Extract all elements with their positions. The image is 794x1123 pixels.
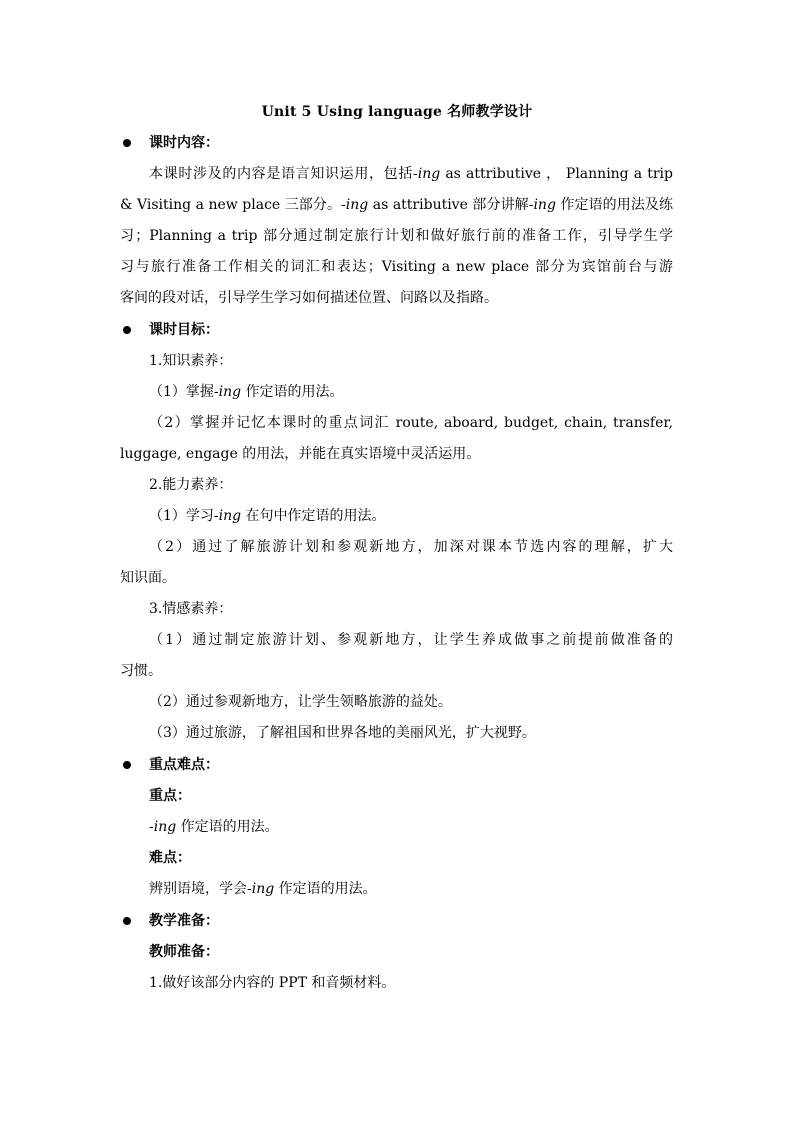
list-item: （1）通过制定旅游计划、参观新地方，让学生养成做事之前提前做准备的 [149, 632, 673, 648]
difficulty-text: 辨别语境，学会-ing 作定语的用法。 [149, 881, 377, 897]
paragraph-line: 习；Planning a trip 部分通过制定旅行计划和做好旅行前的准备工作，引导学生学 [120, 228, 673, 244]
key-point-text: -ing 作定语的用法。 [149, 819, 279, 835]
list-item-continued: luggage, engage 的用法，并能在真实语境中灵活运用。 [120, 446, 481, 462]
page-title: Unit 5 Using language 名师教学设计 [261, 104, 533, 120]
subheading-key: 重点： [149, 788, 191, 804]
bullet-icon [123, 917, 131, 925]
list-item: （2）掌握并记忆本课时的重点词汇 route, aboard, budget, chain, transfer, [149, 415, 673, 431]
subheading-knowledge: 1.知识素养： [149, 353, 233, 369]
section-heading-preparation: 教学准备： [149, 913, 219, 929]
list-item: 1.做好该部分内容的 PPT 和音频材料。 [149, 975, 396, 991]
list-item: （2）通过参观新地方，让学生领略旅游的益处。 [149, 694, 452, 710]
subheading-emotion: 3.情感素养： [149, 601, 233, 617]
list-item-continued: 习惯。 [120, 663, 162, 679]
section-heading-goals: 课时目标： [149, 322, 219, 338]
paragraph-line: 习与旅行准备工作相关的词汇和表达；Visiting a new place 部分为宾馆前台与游 [120, 259, 673, 275]
list-item: （3）通过旅游，了解祖国和世界各地的美丽风光，扩大视野。 [149, 725, 536, 741]
section-heading-keypoints: 重点难点： [149, 757, 219, 773]
paragraph-line: 客间的段对话，引导学生学习如何描述位置、问路以及指路。 [120, 290, 498, 306]
paragraph-line: & Visiting a new place 三部分。-ing as attributive 部分讲解-ing 作定语的用法及练 [120, 197, 673, 213]
bullet-icon [123, 326, 131, 334]
subheading-ability: 2.能力素养： [149, 477, 233, 493]
subheading-teacher: 教师准备： [149, 944, 219, 960]
section-heading-content: 课时内容： [149, 135, 219, 151]
list-item: （1）掌握-ing 作定语的用法。 [149, 384, 344, 400]
bullet-icon [123, 761, 131, 769]
subheading-difficulty: 难点： [149, 850, 191, 866]
list-item-continued: 知识面。 [120, 570, 176, 586]
bullet-icon [123, 139, 131, 147]
paragraph-line: 本课时涉及的内容是语言知识运用，包括-ing as attributive ， Planning a trip [149, 166, 673, 182]
list-item: （1）学习-ing 在句中作定语的用法。 [149, 508, 386, 524]
list-item: （2）通过了解旅游计划和参观新地方，加深对课本节选内容的理解，扩大 [149, 539, 673, 555]
